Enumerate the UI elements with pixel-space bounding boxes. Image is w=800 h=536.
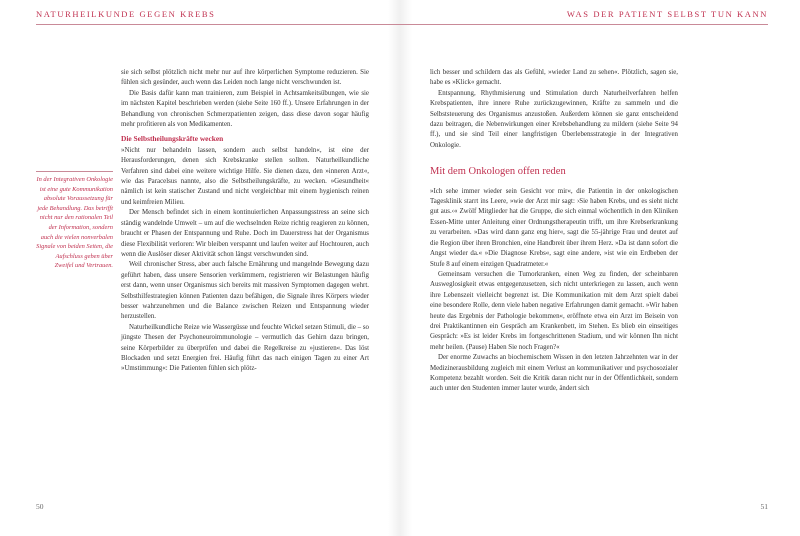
- right-page: [400, 0, 800, 536]
- section-subheading: Die Selbstheilungskräfte wecken: [121, 134, 224, 144]
- paragraph: sie sich selbst plötzlich nicht mehr nur auf ihre körperlichen Symptome reduzieren. Sie fühlen sich gesünder, auch wenn das Leiden noch lange nicht verschwunden ist.: [121, 69, 369, 87]
- paragraph: Die Basis dafür kann man trainieren, zum Beispiel in Achtsamkeitsübungen, wie sie im nächsten Kapitel beschrieben werden (siehe Seite 160 ff.). Unsere Erfahrungen in der Behandlung von chronischen Schmerzpatienten zeigen, dass diese davon sogar häufig mehr profitieren als von Medikamenten.: [121, 89, 369, 129]
- paragraph: »Nicht nur behandeln lassen, sondern auch selbst handeln«, ist eine der Herausforderungen, denen sich Krebskranke stellen sollten. Naturheilkundliche Verfahren sind dabei eine weitere wichtige Hilfe. Sie dienen dazu, den »inneren Arzt«, wie das Paracelsus nannte, also die Selbstheilungskräfte, zu wecken. »Gesundheit« nämlich ist kein statischer Zustand und nicht vergleichbar mit einem hygienisch reinen und keimfreien Milieu.: [121, 146, 369, 206]
- paragraph: Naturheilkundliche Reize wie Wassergüsse und feuchte Wickel setzen Stimuli, die – so jüngste Thesen der Psychoneuroimmunologie – vermutlich das Gehirn dazu bringen, seine Körperbilder zu überprüfen und dabei die Regelkreise zu »justieren«. Das löst Blockaden und setzt Energien frei. Häufig führt das nach einigen Tagen zu einer Art »Umstimmung«: Die Patienten fühlen sich plötz-: [121, 323, 369, 373]
- section-heading: Mit dem Onkologen offen reden: [430, 166, 566, 178]
- paragraph: »Ich sehe immer wieder sein Gesicht vor mir«, die Patientin in der onkologischen Tagesklinik starrt ins Leere, »wie der Arzt mir sagt: ›Sie haben Krebs, und es sieht nicht gut aus.‹« Zwölf Mitglieder hat die Gruppe, die sich einmal wöchentlich in den Kliniken Essen-Mitte unter Anleitung einer Ordnungstherapeutin trifft, um ihre Krebserkrankung zu verarbeiten. »Das wird dann ganz eng hier«, sagt die 55-jährige Frau und deutet auf die Region über ihren Bronchien, eine Handbreit über ihrem Herz. »Da ist dann sofort die Angst wieder da.« »Die Diagnose Krebs«, sagt eine andere, »ist wie ein Erdbeben der Stufe 8 auf einem einzigen Quadratmeter.«: [430, 187, 678, 268]
- margin-note: In der Integrativen Onkologie ist eine gute Kommunikation absolute Voraussetzung für jede Behandlung. Das betrifft nicht nur den rationalen Teil der Information, sondern auch die vielen nonverbalen Signale von beiden Seiten, die Aufschluss geben über Zweifel und Vertrauen.: [36, 171, 113, 271]
- paragraph: Der enorme Zuwachs an biochemischem Wissen in den letzten Jahrzehnten war in der Medizinerausbildung zugleich mit einem Verlust an kommunikativer und psychosozialer Kompetenz bezahlt worden. Seit die Kritik daran nicht nur in der Öffentlichkeit, sondern auch unter den Studenten immer lauter wurde, ändert sich: [430, 354, 678, 393]
- paragraph: Gemeinsam versuchen die Tumorkranken, einen Weg zu finden, der scheinbaren Ausweglosigkeit etwas entgegenzusetzen, sich nicht unterkriegen zu lassen, auch wenn ihre Lebenszeit vielleicht begrenzt ist. Die Kommunikation mit dem Arzt spielt dabei eine besondere Rolle, denn viele haben negative Erfahrungen damit gemacht. »Wir haben heute das Ergebnis der Pathologie bekommen«, eröffnete etwa ein Arzt im Beisein von drei Praktikantinnen ein Gespräch am Krankenbett, im Stehen. Es blieb ein einseitiges Gespräch: »Es ist leider Krebs im fortgeschrittenen Stadium, und wir können Ihn nicht mehr heilen. (Pause) Haben Sie noch Fragen?«: [430, 270, 678, 351]
- left-text-column: [121, 68, 369, 375]
- page-number-left: 50: [36, 502, 44, 511]
- header-rule-left: [36, 24, 400, 25]
- paragraph: Der Mensch befindet sich in einem kontinuierlichen Anpassungsstress an seine sich ständig wandelnde Umwelt – um auf die wechselnden Reize richtig reagieren zu können, braucht er Phasen der Entspannung und Ruhe. Doch im Dauerstress hat der Organismus diese Flexibilität verloren: Wir bleiben verspannt und laufen weiter auf Hochtouren, auch wenn die Auslöser dieser Aktivität schon längst verschwunden sind.: [121, 209, 369, 258]
- paragraph: Weil chronischer Stress, aber auch falsche Ernährung und mangelnde Bewegung dazu geführt haben, dass unsere Sensorien verkümmern, registrieren wir Belastungen häufig erst dann, wenn unser Organismus sich bereits mit massiven Symptomen dagegen wehrt. Selbsthilfestrategien können Patienten dazu befähigen, die Signale ihres Körpers wieder besser wahrzunehmen und die Balance zwischen Reizen und Entspannung wieder herzustellen.: [121, 261, 369, 321]
- page-number-right: 51: [760, 502, 768, 511]
- header-rule-right: [400, 24, 768, 25]
- right-text-column: [430, 68, 678, 395]
- paragraph: Entspannung, Rhythmisierung und Stimulation durch Naturheilverfahren helfen Krebspatienten, ihre innere Ruhe zurückzugewinnen, Kräfte zu sammeln und die Selbststeuerung des Organismus anzustoßen. Außerdem können sie ganz entscheidend dazu beitragen, die Nebenwirkungen einer Krebsbehandlung zu mildern (siehe Seite 94 ff.), und sie sind Teil einer langfristigen Überlebensstrategie in der Integrativen Onkologie.: [430, 89, 678, 149]
- running-head-left: NATURHEILKUNDE GEGEN KREBS: [36, 9, 216, 19]
- running-head-right: WAS DER PATIENT SELBST TUN KANN: [566, 9, 768, 19]
- paragraph: lich besser und schildern das als Gefühl, »wieder Land zu sehen«. Plötzlich, sagen sie, habe es »Klick« gemacht.: [430, 69, 678, 87]
